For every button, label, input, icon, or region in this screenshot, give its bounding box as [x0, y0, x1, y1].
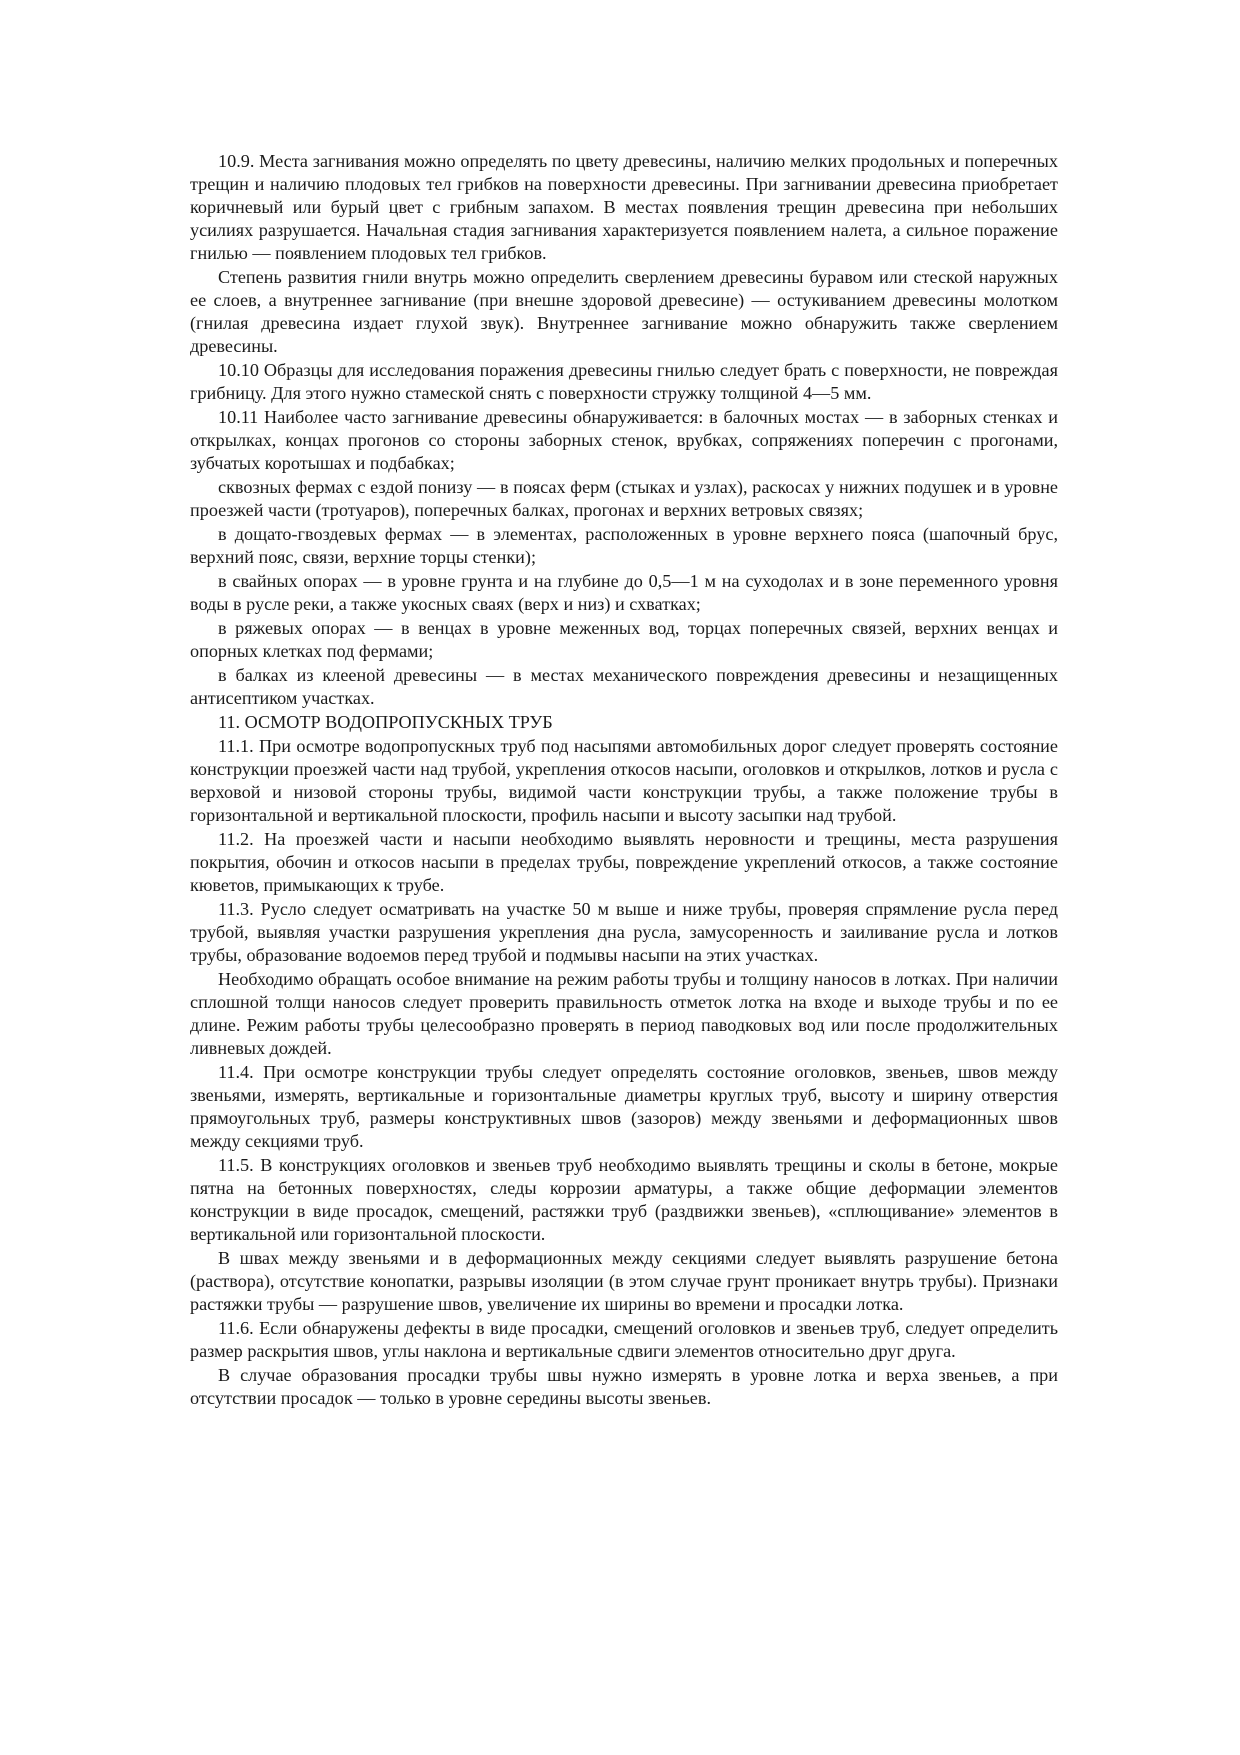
paragraph-10-11: 10.11 Наиболее часто загнивание древесины обнаруживается: в балочных мостах — в заборных стенках и открылках, концах прогонов со стороны заборных стенок, врубках, сопряжениях поперечин с прогонами, зубчатых коротышах и подбабках; [190, 407, 1058, 473]
paragraph-plank-nail-trusses: в дощато-гвоздевых фермах — в элементах, расположенных в уровне верхнего пояса (шапочный брус, верхний пояс, связи, верхние торцы стенки); [190, 524, 1058, 567]
paragraph-pile-supports: в свайных опорах — в уровне грунта и на глубине до 0,5—1 м на суходолах и в зоне переменного уровня воды в русле реки, а также укосных сваях (верх и низ) и схватках; [190, 571, 1058, 614]
paragraph-through-trusses: сквозных фермах с ездой понизу — в поясах ферм (стыках и узлах), раскосах у нижних подушек и в уровне проезжей части (тротуаров), поперечных балках, прогонах и верхних ветровых связях; [190, 477, 1058, 520]
paragraph-11-6: 11.6. Если обнаружены дефекты в виде просадки, смещений оголовков и звеньев труб, следует определить размер раскрытия швов, углы наклона и вертикальные сдвиги элементов относительно друг друга. [190, 1318, 1058, 1361]
paragraph-10-9: 10.9. Места загнивания можно определять по цвету древесины, наличию мелких продольных и поперечных трещин и наличию плодовых тел грибков на поверхности древесины. При загнивании древесина приобретает коричневый или бурый цвет с грибным запахом. В местах появления трещин древесина при небольших усилиях разрушается. Начальная стадия загнивания характеризуется появлением налета, а сильное поражение гнилью — появлением плодовых тел грибков. [190, 151, 1058, 263]
paragraph-sediment-regime: Необходимо обращать особое внимание на режим работы трубы и толщину наносов в лотках. При наличии сплошной толщи наносов следует проверить правильность отметок лотка на входе и выходе трубы и по ее длине. Режим работы трубы целесообразно проверять в период паводковых вод или после продолжительных ливневых дождей. [190, 969, 1058, 1058]
paragraph-glued-beams: в балках из клееной древесины — в местах механического повреждения древесины и незащищенных антисептиком участках. [190, 665, 1058, 708]
paragraph-rot-depth: Степень развития гнили внутрь можно определить сверлением древесины буравом или стеской наружных ее слоев, а внутреннее загнивание (при внешне здоровой древесине) — остукиванием древесины молотком (гнилая древесина издает глухой звук). Внутреннее загнивание можно обнаружить также сверлением древесины. [190, 267, 1058, 356]
paragraph-11-2: 11.2. На проезжей части и насыпи необходимо выявлять неровности и трещины, места разрушения покрытия, обочин и откосов насыпи в пределах трубы, повреждение укреплений откосов, а также состояние кюветов, примыкающих к трубе. [190, 829, 1058, 895]
paragraph-settlement-measure: В случае образования просадки трубы швы нужно измерять в уровне лотка и верха звеньев, а при отсутствии просадок — только в уровне середины высоты звеньев. [190, 1365, 1058, 1408]
paragraph-crib-supports: в ряжевых опорах — в венцах в уровне меженных вод, торцах поперечных связей, верхних венцах и опорных клетках под фермами; [190, 618, 1058, 661]
section-heading-11: 11. ОСМОТР ВОДОПРОПУСКНЫХ ТРУБ [218, 712, 553, 732]
document-page [190, 150, 1058, 1411]
paragraph-joints: В швах между звеньями и в деформационных между секциями следует выявлять разрушение бетона (раствора), отсутствие конопатки, разрывы изоляции (в этом случае грунт проникает внутрь трубы). Признаки растяжки трубы — разрушение швов, увеличение их ширины во времени и просадки лотка. [190, 1248, 1058, 1314]
paragraph-11-3: 11.3. Русло следует осматривать на участке 50 м выше и ниже трубы, проверяя спрямление русла перед трубой, выявляя участки разрушения укрепления дна русла, замусоренность и заиливание русла и лотков трубы, образование водоемов перед трубой и подмывы насыпи на этих участках. [190, 899, 1058, 965]
paragraph-11-1: 11.1. При осмотре водопропускных труб под насыпями автомобильных дорог следует проверять состояние конструкции проезжей части над трубой, укрепления откосов насыпи, оголовков и открылков, лотков и русла с верховой и низовой стороны трубы, видимой части конструкции трубы, а также положение трубы в горизонтальной и вертикальной плоскости, профиль насыпи и высоту засыпки над трубой. [190, 736, 1058, 825]
paragraph-11-5: 11.5. В конструкциях оголовков и звеньев труб необходимо выявлять трещины и сколы в бетоне, мокрые пятна на бетонных поверхностях, следы коррозии арматуры, а также общие деформации элементов конструкции в виде просадок, смещений, растяжки труб (раздвижки звеньев), «сплющивание» элементов в вертикальной или горизонтальной плоскости. [190, 1155, 1058, 1244]
paragraph-10-10: 10.10 Образцы для исследования поражения древесины гнилью следует брать с поверхности, не повреждая грибницу. Для этого нужно стамеской снять с поверхности стружку толщиной 4—5 мм. [190, 360, 1058, 403]
paragraph-11-4: 11.4. При осмотре конструкции трубы следует определять состояние оголовков, звеньев, швов между звеньями, измерять, вертикальные и горизонтальные диаметры круглых труб, высоту и ширину отверстия прямоугольных труб, размеры конструктивных швов (зазоров) между звеньями и деформационных швов между секциями труб. [190, 1062, 1058, 1151]
